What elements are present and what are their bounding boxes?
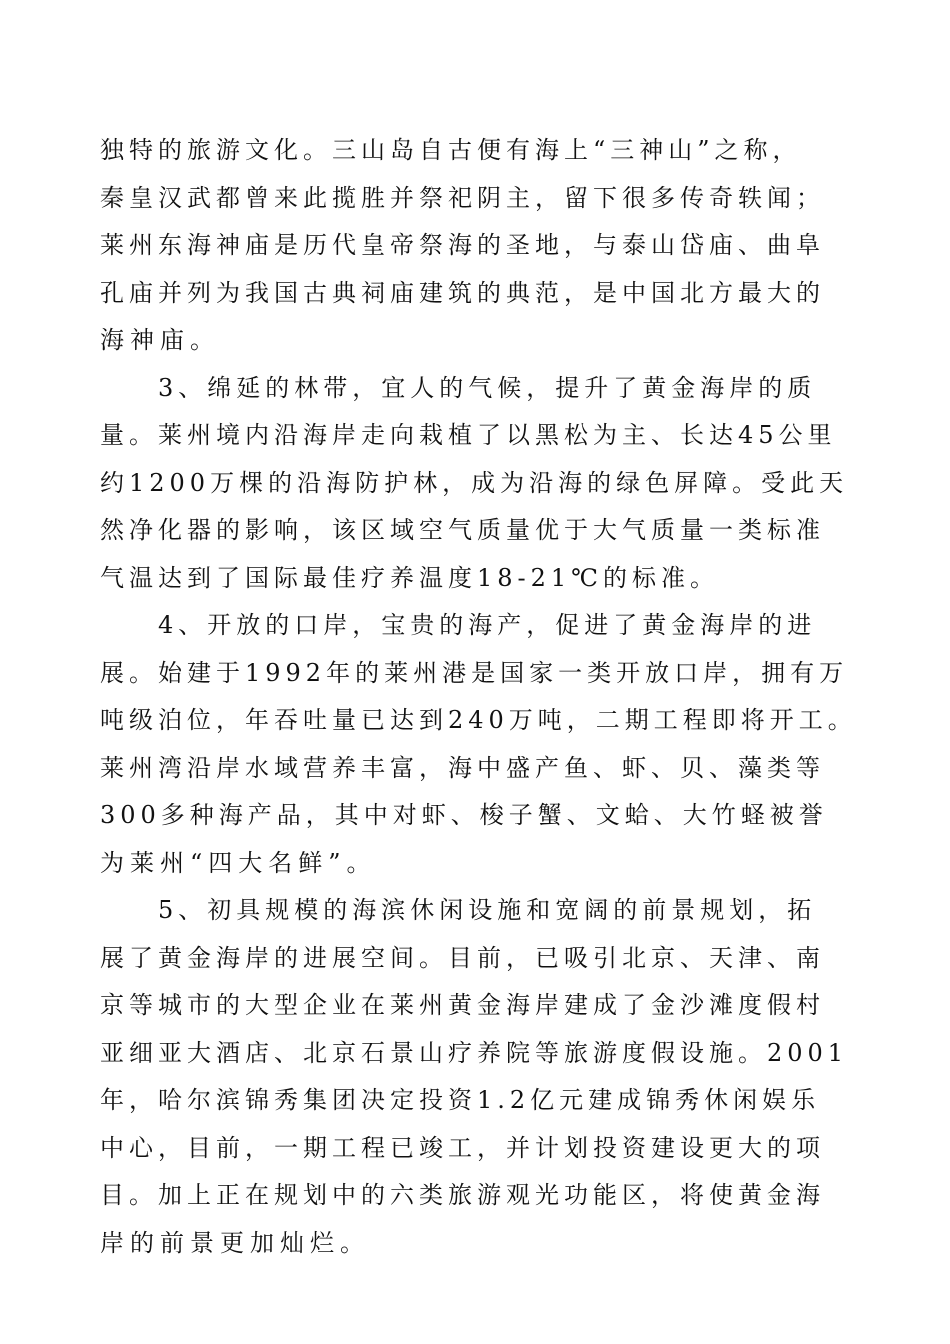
- paragraph-3-line-5: 气温达到了国际最佳疗养温度18-21℃的标准。: [100, 563, 720, 592]
- paragraph-3-line-2: 量。莱州境内沿海岸走向栽植了以黑松为主、长达45公里: [100, 421, 837, 449]
- text-line-1: 独特的旅游文化。三山岛自古便有海上“三神山”之称，: [100, 136, 802, 164]
- paragraph-4-line-1: 4、开放的口岸，宝贵的海产，促进了黄金海岸的进: [158, 611, 817, 639]
- paragraph-3-line-1: 3、绵延的林带，宜人的气候，提升了黄金海岸的质: [158, 373, 817, 402]
- paragraph-4-line-6: 为莱州“四大名鲜”。: [100, 848, 377, 877]
- body-text: [100, 127, 860, 1267]
- paragraph-4-line-2: 展。始建于1992年的莱州港是国家一类开放口岸，拥有万: [100, 658, 849, 687]
- paragraph-3-line-4: 然净化器的影响，该区域空气质量优于大气质量一类标准: [100, 516, 825, 544]
- paragraph-5-line-2: 展了黄金海岸的进展空间。目前，已吸引北京、天津、南: [100, 943, 825, 972]
- paragraph-5-line-1: 5、初具规模的海滨休闲设施和宽阔的前景规划，拓: [158, 896, 817, 924]
- text-line-3: 莱州东海神庙是历代皇帝祭海的圣地，与泰山岱庙、曲阜: [100, 231, 825, 259]
- paragraph-5-line-4: 亚细亚大酒店、北京石景山疗养院等旅游度假设施。2001: [100, 1038, 849, 1067]
- paragraph-5-line-8: 岸的前景更加灿烂。: [100, 1228, 370, 1257]
- text-line-5: 海神庙。: [100, 326, 220, 354]
- paragraph-5-line-6: 中心，目前，一期工程已竣工，并计划投资建设更大的项: [100, 1133, 825, 1162]
- paragraph-3-line-3: 约1200万棵的沿海防护林，成为沿海的绿色屏障。受此天: [100, 468, 849, 497]
- paragraph-5-line-5: 年，哈尔滨锦秀集团决定投资1.2亿元建成锦秀休闲娱乐: [100, 1086, 821, 1114]
- text-line-4: 孔庙并列为我国古典祠庙建筑的典范，是中国北方最大的: [100, 278, 825, 307]
- paragraph-4-line-5: 300多种海产品，其中对虾、梭子蟹、文蛤、大竹蛏被誉: [100, 801, 828, 829]
- text-line-2: 秦皇汉武都曾来此揽胜并祭祀阴主，留下很多传奇轶闻；: [100, 183, 825, 212]
- paragraph-4-line-4: 莱州湾沿岸水域营养丰富，海中盛产鱼、虾、贝、藻类等: [100, 753, 825, 782]
- paragraph-5-line-7: 目。加上正在规划中的六类旅游观光功能区，将使黄金海: [100, 1181, 825, 1209]
- paragraph-5-line-3: 京等城市的大型企业在莱州黄金海岸建成了金沙滩度假村: [100, 991, 825, 1019]
- paragraph-4-line-3: 吨级泊位，年吞吐量已达到240万吨，二期工程即将开工。: [100, 706, 857, 734]
